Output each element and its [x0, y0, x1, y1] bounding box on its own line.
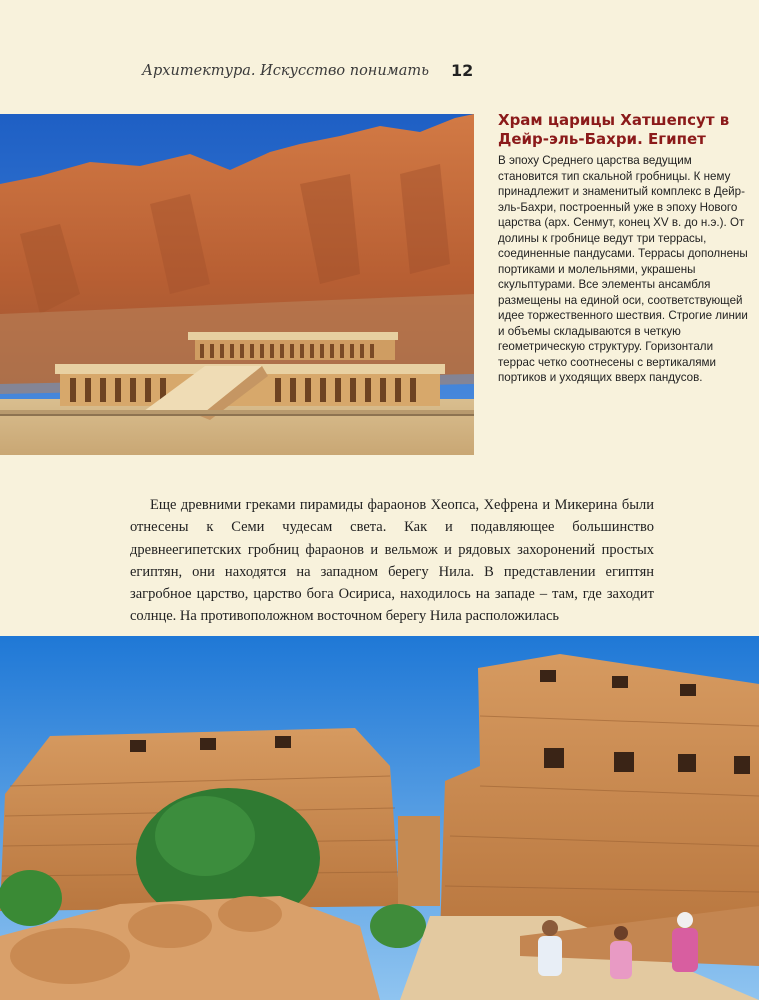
karnak-temple-photo — [0, 636, 759, 1000]
caption-text: В эпоху Среднего царства ведущим становится тип скальной гробницы. К нему принадлежит и знаменитый комплекс в Дейр-эль-Бахри, построенный уже в эпоху Нового царства (арх. Сенмут, конец XV в. до н.э.). От долины к гробнице ведут три террасы, соединенные пандусами. Террасы дополнены портиками и молельнями, украшены скульптурами. Все элементы ансамбля размещены на единой оси, соответствующей идее торжественного шествия. Строгие линии и объемы складываются в четкую геометрическую структуру. Горизонтали террас четко соотнесены с вертикалями портиков и уходящих вверх пандусов. — [498, 154, 748, 384]
hatshepsut-temple-photo — [0, 114, 474, 455]
caption-title: Храм царицы Хатшепсут в Дейр-эль-Бахри. Египет — [498, 111, 730, 148]
page-number: 12 — [451, 61, 474, 80]
photo-caption — [498, 111, 748, 386]
page-header — [0, 60, 759, 84]
running-title: Архитектура. Искусство понимать — [142, 63, 429, 79]
body-paragraph: Еще древними греками пирамиды фараонов Хеопса, Хефрена и Микерина были отнесены к Семи чудесам света. Как и подавляющее большинство древнеегипетских гробниц фараонов и вельмож и рядовых захоронений простых египтян, они находятся на западном берегу Нила. В представлении египтян загробное царство, царство бога Осириса, находилось на западе – там, где заходит солнце. На противоположном восточном берегу Нила расположилась — [130, 497, 654, 625]
